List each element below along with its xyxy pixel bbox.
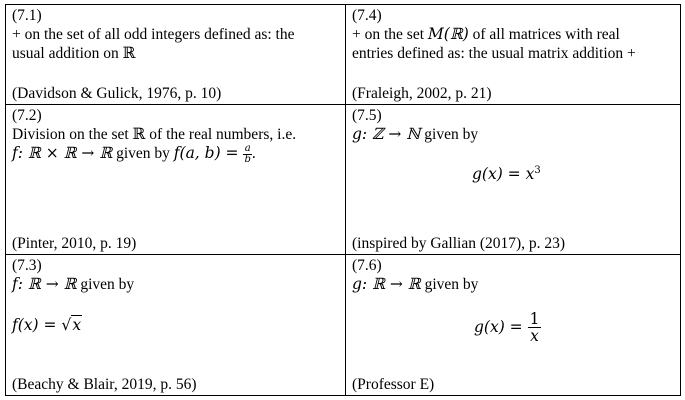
citation: (Fraleigh, 2002, p. 21) [352, 85, 492, 102]
citation: (Beachy & Blair, 2019, p. 56) [12, 376, 197, 393]
description-line: f: ℝ × ℝ → ℝ given by f(a, b) = $\frac{a}{b}$ . [12, 143, 256, 165]
citation: (Professor E) [352, 376, 435, 393]
item-number: (7.1) [12, 7, 42, 24]
math-expression: f: ℝ → ℝ [12, 275, 77, 293]
description-line: + on the set of all odd integers defined as: the [12, 26, 295, 43]
cell-7-1 [6, 5, 346, 105]
examples-table [5, 4, 681, 396]
description-line: usual addition on ℝ [12, 45, 136, 62]
description-line: f: ℝ → ℝ given by [12, 275, 135, 293]
square-root: √x [61, 316, 82, 334]
fraction: $\frac{1}{x}$ [529, 310, 540, 345]
citation: (Davidson & Gulick, 1976, p. 10) [12, 85, 222, 102]
item-number: (7.5) [352, 107, 382, 124]
math-expression: g: ℝ → ℝ [352, 275, 421, 293]
description-line: + on the set M(ℝ) of all matrices with real [352, 25, 620, 43]
equation: $g(x) = x^3$ [472, 165, 541, 184]
equation: g(x) = $\frac{1}{x}$ [474, 310, 540, 345]
cell-7-3 [6, 255, 346, 395]
cell-7-6 [346, 255, 680, 395]
description-line: g: ℤ → ℕ given by [352, 125, 479, 143]
cell-7-2 [6, 105, 346, 255]
cell-7-5 [346, 105, 680, 255]
description-line: g: ℝ → ℝ given by [352, 275, 479, 293]
math-expression: f: ℝ × ℝ → ℝ [12, 144, 113, 163]
citation: (Pinter, 2010, p. 19) [12, 235, 137, 252]
math-expression: g: ℤ → ℕ [352, 125, 421, 143]
item-number: (7.4) [352, 7, 382, 24]
description-line: Division on the set ℝ of the real numbers, i.e. [12, 126, 297, 143]
math-expression: f(a, b) = [173, 144, 244, 163]
equation: f(x) = √x [12, 316, 82, 334]
item-number: (7.6) [352, 257, 382, 274]
cell-7-4 [346, 5, 680, 105]
item-number: (7.3) [12, 257, 42, 274]
description-line: entries defined as: the usual matrix addition + [352, 45, 636, 62]
citation: (inspired by Gallian (2017), p. 23) [352, 235, 566, 252]
math-expression: M(ℝ) [427, 25, 469, 43]
fraction: $\frac{a}{b}$ [244, 143, 251, 165]
item-number: (7.2) [12, 107, 42, 124]
